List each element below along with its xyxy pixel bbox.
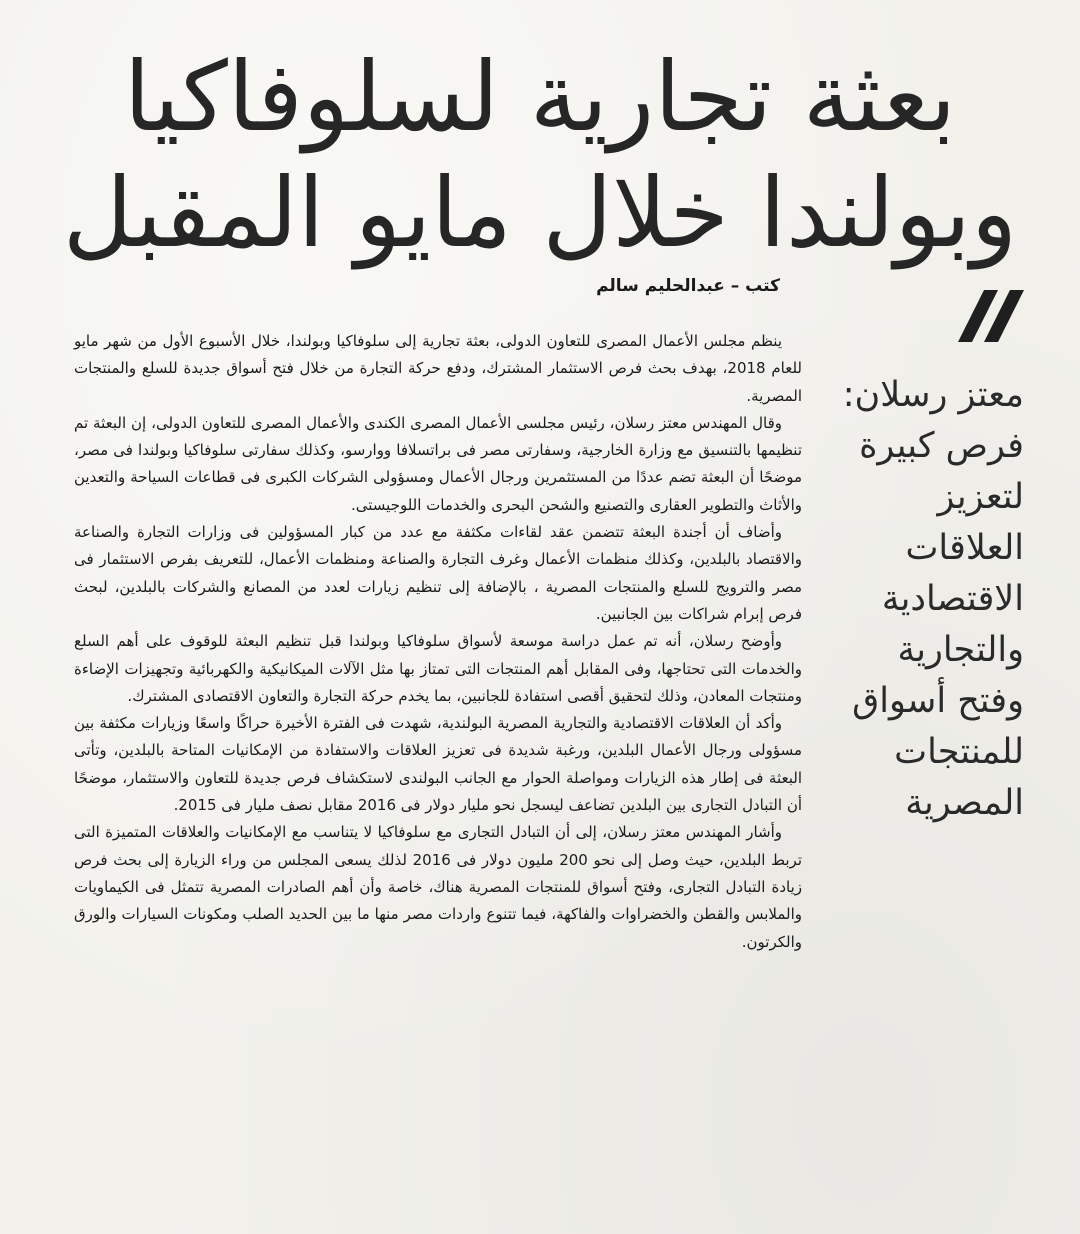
pull-quote-line: فرص كبيرة — [859, 426, 1024, 466]
double-quote-icon — [954, 290, 1024, 342]
pull-quote-line: والتجارية — [897, 630, 1024, 670]
article-paragraph: وأوضح رسلان، أنه تم عمل دراسة موسعة لأسواق سلوفاكيا وبولندا قبل تنظيم البعثة للوقوف على أهم السلع والخدمات التى تحتاجها، وفى المقابل أهم المنتجات التى تمتاز بها مثل الآلات الميكانيكية والكهربائية وتجهيزات الإضاءة ومنتجات المعادن، وذلك لتحقيق أقصى استفادة للجانبين، بما يخدم حركة التجارة والتعاون الاقتصادى المشترك. — [74, 632, 802, 705]
headline-line-1: بعثة تجارية لسلوفاكيا — [123, 41, 957, 154]
pull-quote-line: العلاقات — [905, 528, 1024, 568]
article-paragraph: وأكد أن العلاقات الاقتصادية والتجارية المصرية البولندية، شهدت فى الفترة الأخيرة حراكًا واسعًا وزيارات مكثفة بين مسؤولى ورجال الأعمال البلدين، ورغبة شديدة فى تعزيز العلاقات والاستفادة من الإمكانيات المتاحة بالبلدين، وتأتى البعثة فى إطار هذه الزيارات ومواصلة الحوار مع الجانب البولندى لاستكشاف فرص جديدة للتعاون والاستثمار، موضحًا أن التبادل التجارى بين البلدين تضاعف ليسجل نحو مليار دولار فى 2016 مقابل نصف مليار فى 2015. — [74, 714, 802, 815]
article-byline: كتب – عبدالحليم سالم — [596, 276, 780, 296]
article-headline — [40, 39, 1040, 271]
article-paragraph: وقال المهندس معتز رسلان، رئيس مجلسى الأعمال المصرى الكندى والأعمال المصرى للتعاون الدولى، إن البعثة تم تنظيمها بالتنسيق مع وزارة الخارجية، وسفارتى مصر فى براتسلافا ووارسو، وكذلك سفارتى سلوفاكيا وبولندا فى مصر، موضحًا أن البعثة تضم عددًا من المستثمرين ورجال الأعمال ومسؤولى الشركات الكبرى فى قطاعات السياحة والتعدين والأثاث والتطوير العقارى والتصنيع والشحن البحرى والخدمات اللوجيستى. — [74, 413, 802, 514]
article-paragraph: ينظم مجلس الأعمال المصرى للتعاون الدولى، بعثة تجارية إلى سلوفاكيا وبولندا، خلال الأسبوع الأول من شهر مايو للعام 2018، بهدف بحث فرص الاستثمار المشترك، ودفع حركة التجارة من خلال فتح أسواق جديدة للسلع والمنتجات المصرية. — [74, 332, 802, 405]
pull-quote-line: للمنتجات — [894, 732, 1024, 772]
pull-quote-line: معتز رسلان: — [842, 375, 1024, 415]
article-body — [74, 328, 802, 956]
pull-quote-line: المصرية — [905, 783, 1024, 823]
pull-quote-line: الاقتصادية — [881, 579, 1024, 619]
headline-line-2: وبولندا خلال مايو المقبل — [62, 157, 1018, 270]
article-paragraph: وأضاف أن أجندة البعثة تتضمن عقد لقاءات مكثفة مع عدد من كبار المسؤولين فى وزارات التجارة والصناعة والاقتصاد بالبلدين، وكذلك منظمات الأعمال وغرف التجارة والصناعة ومنظمات الأعمال، للتعريف بفرص الاستثمار فى مصر والترويج للسلع والمنتجات المصرية ، بالإضافة إلى تنظيم زيارات لعدد من المصانع والشركات بالبلدين، لبحث فرص إبرام شراكات بين الجانبين. — [74, 523, 802, 623]
pull-quote — [844, 370, 1024, 829]
article-paragraph: وأشار المهندس معتز رسلان، إلى أن التبادل التجارى مع سلوفاكيا لا يتناسب مع الإمكانيات والعلاقات المتميزة التى تربط البلدين، حيث وصل إلى نحو 200 مليون دولار فى 2016 لذلك يسعى المجلس من وراء الزيارة إلى بحث فرص زيادة التبادل التجارى، وفتح أسواق للمنتجات المصرية هناك، خاصة وأن أهم الصادرات المصرية تتمثل فى الكيماويات والملابس والقطن والخضراوات والفاكهة، فيما تتنوع واردات مصر منها ما بين الحديد الصلب ومكونات السيارات والورق والكرتون. — [74, 823, 802, 951]
pull-quote-line: لتعزيز — [937, 477, 1024, 517]
pull-quote-line: وفتح أسواق — [852, 681, 1024, 721]
